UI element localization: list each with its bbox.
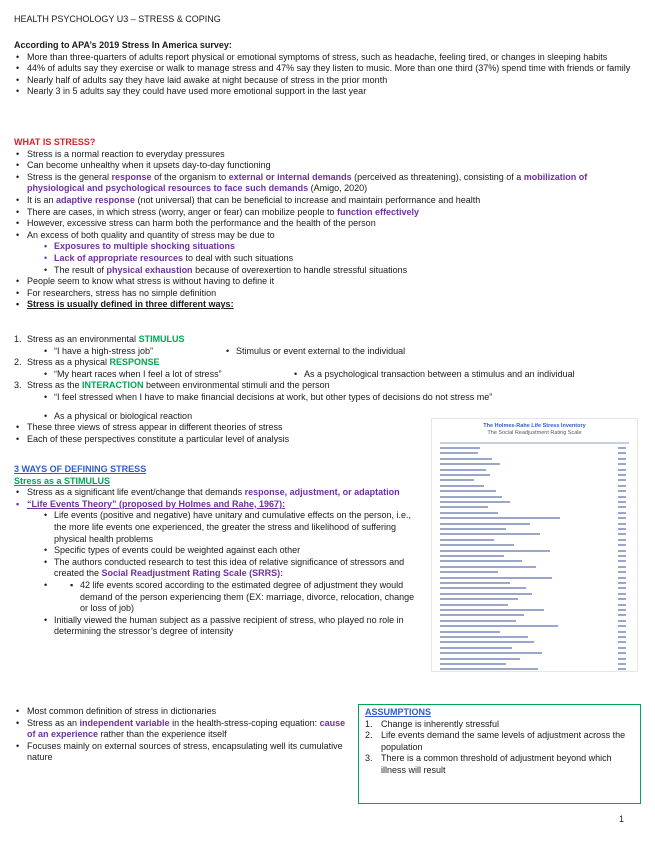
- scale-row-value: [618, 452, 626, 454]
- scale-row-value: [618, 458, 626, 460]
- example-row: [14, 369, 639, 381]
- list-item: • “Life Events Theory” (proposed by Holmes and Rahe, 1967):: [14, 499, 424, 511]
- scale-row-value: [618, 587, 626, 589]
- section-heading: WHAT IS STRESS?: [14, 137, 96, 147]
- scale-row-text: [440, 469, 486, 471]
- assumption-text: Life events demand the same levels of adjustment across the population: [381, 730, 626, 752]
- scale-row-text: [440, 479, 474, 481]
- highlight: STIMULUS: [138, 334, 185, 344]
- scale-header-rule: [440, 442, 629, 444]
- list-item: • Nearly 3 in 5 adults say they could have used more emotional support in the last year: [14, 86, 639, 98]
- highlight: response, adjustment, or adaptation: [244, 487, 400, 498]
- list-item: • Can become unhealthy when it upsets day-to-day functioning: [14, 160, 639, 172]
- list-item: • Most common definition of stress in dictionaries: [14, 706, 354, 718]
- scale-title: The Holmes-Rahe Life Stress Inventory: [483, 423, 586, 429]
- assumption-text: Change is inherently stressful: [381, 718, 500, 729]
- highlight: Lack of appropriate resources: [54, 252, 184, 263]
- scale-row-text: [440, 544, 514, 546]
- item-number: 3.: [365, 753, 373, 764]
- list-item: • People seem to know what stress is without having to define it: [14, 276, 639, 288]
- highlight: mobilization of physiological and psychological resources to face such demands: [27, 171, 588, 194]
- scale-row-text: [440, 598, 518, 600]
- text: The authors conducted research to test this idea of relative significance of stressors and created the: [54, 556, 405, 579]
- scale-row-text: [440, 512, 498, 514]
- item-number: 2.: [14, 357, 22, 368]
- list-item: [14, 487, 424, 499]
- text: Stress as a significant life event/change that demands: [27, 487, 245, 498]
- scale-row-value: [618, 598, 626, 600]
- scale-row-value: [618, 523, 626, 525]
- scale-row-value: [618, 625, 626, 627]
- item-number: 2.: [365, 730, 373, 741]
- list-item: • For researchers, stress has no simple definition: [14, 288, 639, 300]
- scale-row-value: [618, 593, 626, 595]
- list-item: • Stress is usually defined in three different ways:: [14, 299, 639, 311]
- scale-row-text: [440, 517, 560, 519]
- what-is-stress-section: [14, 137, 639, 311]
- scale-row-text: [440, 506, 488, 508]
- scale-row-text: [440, 609, 544, 611]
- sub-list-item: • Life events (positive and negative) have unitary and cumulative effects on the person, i.e., the more life events one experienced, the greater the stress and likelihood of suffering physical health problems: [14, 510, 424, 545]
- text: between environmental stimuli and the person: [143, 380, 330, 391]
- apa-heading: According to APA’s 2019 Stress In America survey:: [14, 40, 232, 50]
- scale-row-value: [618, 469, 626, 471]
- stimulus-summary: [14, 706, 354, 764]
- scale-row-value: [618, 631, 626, 633]
- list-item: [14, 172, 639, 195]
- text: because of overexertion to handle stressful situations: [192, 264, 408, 275]
- scale-subtitle: The Social Readjustment Rating Scale: [487, 430, 582, 436]
- scale-row-value: [618, 496, 626, 498]
- text: (perceived as threatening), consisting of a: [351, 171, 524, 182]
- scale-row-value: [618, 463, 626, 465]
- scale-row-text: [440, 523, 530, 525]
- scale-row-text: [440, 555, 504, 557]
- scale-row-value: [618, 652, 626, 654]
- scale-row-text: [440, 620, 516, 622]
- scale-row-text: [440, 550, 550, 552]
- text: to deal with such situations: [183, 252, 294, 263]
- scale-row-text: [440, 647, 512, 649]
- scale-row-value: [618, 614, 626, 616]
- scale-row-value: [618, 501, 626, 503]
- text: Stress as an environmental: [27, 334, 139, 344]
- scale-row-text: [440, 582, 510, 584]
- scale-row-value: [618, 582, 626, 584]
- sub-list-item: • Exposures to multiple shocking situations: [14, 241, 639, 253]
- scale-row-text: [440, 668, 538, 670]
- scale-row-text: [440, 458, 492, 460]
- text: It is an: [27, 194, 57, 205]
- scale-row-value: [618, 539, 626, 541]
- scale-row-value: [618, 641, 626, 643]
- scale-row-value: [618, 604, 626, 606]
- scale-row-text: [440, 652, 542, 654]
- assumptions-box: [358, 704, 641, 804]
- list-item: • These three views of stress appear in different theories of stress: [14, 422, 639, 434]
- scale-row-value: [618, 517, 626, 519]
- text: Stress is the general: [27, 171, 112, 182]
- scale-row-value: [618, 512, 626, 514]
- list-item: • 44% of adults say they exercise or walk to manage stress and 47% say they listen to music. More than one third (37%) spend time with friends or family: [14, 63, 639, 75]
- list-item: • Stress is a normal reaction to everyday pressures: [14, 149, 639, 161]
- scale-row-value: [618, 560, 626, 562]
- scale-row-value: [618, 668, 626, 670]
- text: of the organism to: [151, 171, 229, 182]
- scale-row-value: [618, 528, 626, 530]
- highlight: RESPONSE: [109, 357, 160, 368]
- list-item: [14, 195, 639, 207]
- summary-list: [14, 706, 354, 764]
- scale-row-value: [618, 490, 626, 492]
- scale-row-text: [440, 447, 480, 449]
- sub-list-item: [14, 253, 639, 265]
- srrs-scale-image: [431, 418, 638, 672]
- assumption-item: [365, 753, 634, 776]
- list-item: [14, 207, 639, 219]
- scale-row-text: [440, 636, 528, 638]
- scale-row-text: [440, 560, 522, 562]
- highlight: adaptive response: [56, 194, 136, 205]
- scale-row-value: [618, 571, 626, 573]
- scale-row-value: [618, 620, 626, 622]
- scale-row-text: [440, 577, 552, 579]
- bullet: • ▪: [70, 579, 74, 590]
- assumption-text: There is a common threshold of adjustment beyond which illness will result: [381, 753, 612, 775]
- page-number: 1: [619, 814, 625, 824]
- numbered-item: [14, 357, 639, 369]
- list-item: • Each of these perspectives constitute a particular level of analysis: [14, 434, 639, 446]
- scale-row-text: [440, 625, 558, 627]
- scale-row-text: [440, 663, 506, 665]
- text: in the health-stress-coping equation:: [169, 717, 320, 728]
- item-number: 1.: [365, 718, 373, 729]
- subsection-heading: Stress as a STIMULUS: [14, 475, 111, 486]
- scale-row-value: [618, 533, 626, 535]
- scale-row-text: [440, 528, 506, 530]
- scale-row-text: [440, 533, 540, 535]
- apa-survey-section: [14, 40, 639, 98]
- assumptions-title: ASSUMPTIONS: [365, 707, 432, 717]
- page-title: HEALTH PSYCHOLOGY U3 – STRESS & COPING: [14, 14, 221, 24]
- scale-image-title: [432, 423, 637, 437]
- scale-row-text: [440, 490, 496, 492]
- example-explanation: • As a physical or biological reaction: [14, 411, 639, 423]
- scale-row-text: [440, 566, 536, 568]
- scale-row-text: [440, 631, 500, 633]
- list-item: • However, excessive stress can harm both the performance and the health of the person: [14, 218, 639, 230]
- sub-list-item: [14, 265, 639, 277]
- example-quote: • “My heart races when I feel a lot of stress”: [14, 369, 222, 381]
- scale-row-text: [440, 485, 484, 487]
- scale-row-value: [618, 544, 626, 546]
- text: Stress as the: [27, 380, 83, 391]
- assumption-item: [365, 730, 634, 753]
- scale-row-value: [618, 663, 626, 665]
- scale-row-text: [440, 463, 500, 465]
- example-explanation: • Stimulus or event external to the individual: [196, 346, 405, 358]
- scale-row-value: [618, 550, 626, 552]
- scale-row-value: [618, 577, 626, 579]
- assumption-item: [365, 719, 634, 731]
- example-quote: • “I have a high-stress job”: [14, 346, 153, 358]
- section-heading: 3 WAYS OF DEFINING STRESS: [14, 464, 147, 474]
- scale-row-value: [618, 485, 626, 487]
- item-number: 3.: [14, 380, 22, 391]
- list-item: [14, 718, 354, 741]
- list-item: • An excess of both quality and quantity of stress may be due to: [14, 230, 639, 242]
- list-item: • More than three-quarters of adults report physical or emotional symptoms of stress, such as headache, feeling tired, or changes in sleeping habits: [14, 52, 639, 64]
- highlight: function effectively: [336, 206, 419, 217]
- scale-row-text: [440, 587, 526, 589]
- scale-row-text: [440, 641, 534, 643]
- stimulus-list: [14, 487, 424, 638]
- sub-list-item: • Initially viewed the human subject as a passive recipient of stress, who played no role in determining the stressor’s degree of intensity: [14, 615, 424, 638]
- text: 42 life events scored according to the estimated degree of adjustment they would demand of the person experiencing them (EX: marriage, divorce, relocation, change or loss of job): [80, 579, 415, 614]
- example-explanation: • As a psychological transaction between a stimulus and an individual: [264, 369, 575, 381]
- scale-row-value: [618, 647, 626, 649]
- scale-row-value: [618, 474, 626, 476]
- scale-row-value: [618, 566, 626, 568]
- scale-row-value: [618, 636, 626, 638]
- list-item: • Nearly half of adults say they have laid awake at night because of stress in the prior month: [14, 75, 639, 87]
- scale-row-text: [440, 593, 532, 595]
- highlight: response: [111, 171, 152, 182]
- scale-row-value: [618, 479, 626, 481]
- example-row: [14, 346, 639, 358]
- text: There are cases, in which stress (worry, anger or fear) can mobilize people to: [27, 206, 337, 217]
- example-quote: • “I feel stressed when I have to make financial decisions at work, but other types of decisions do not stress me”: [14, 392, 639, 404]
- scale-row-text: [440, 496, 502, 498]
- scale-row-text: [440, 614, 524, 616]
- scale-row-text: [440, 452, 478, 454]
- scale-row-text: [440, 539, 494, 541]
- sub-list-item: [14, 557, 424, 580]
- sub-sub-list-item: [14, 580, 424, 615]
- scale-row-value: [618, 506, 626, 508]
- highlight: physical exhaustion: [106, 264, 193, 275]
- scale-row-value: [618, 555, 626, 557]
- sub-list-item: • Specific types of events could be weighted against each other: [14, 545, 424, 557]
- text: rather than the experience itself: [98, 729, 227, 740]
- text: (not universal) that can be beneficial to increase and maintain performance and health: [135, 194, 481, 205]
- what-list: [14, 149, 639, 311]
- scale-row-value: [618, 658, 626, 660]
- text: The result of: [54, 264, 107, 275]
- scale-row-text: [440, 571, 498, 573]
- highlight: independent variable: [79, 717, 170, 728]
- text: Stress as an: [27, 717, 80, 728]
- scale-row-text: [440, 474, 490, 476]
- numbered-item: [14, 380, 639, 392]
- item-number: 1.: [14, 334, 22, 344]
- text: Stress as a physical: [27, 357, 110, 368]
- highlight: cause of an experience: [27, 717, 346, 740]
- text: (Amigo, 2020): [308, 183, 368, 194]
- list-item: • Focuses mainly on external sources of stress, encapsulating well its cumulative nature: [14, 741, 354, 764]
- scale-row-value: [618, 609, 626, 611]
- three-ways-section: [14, 464, 424, 638]
- highlight: INTERACTION: [82, 380, 144, 391]
- scale-row-value: [618, 447, 626, 449]
- highlight: external or internal demands: [228, 171, 352, 182]
- numbered-item: [14, 334, 639, 346]
- scale-row-text: [440, 501, 510, 503]
- scale-row-text: [440, 604, 508, 606]
- scale-row-text: [440, 658, 520, 660]
- apa-list: [14, 52, 639, 98]
- highlight: Social Readjustment Rating Scale (SRRS):: [101, 568, 284, 579]
